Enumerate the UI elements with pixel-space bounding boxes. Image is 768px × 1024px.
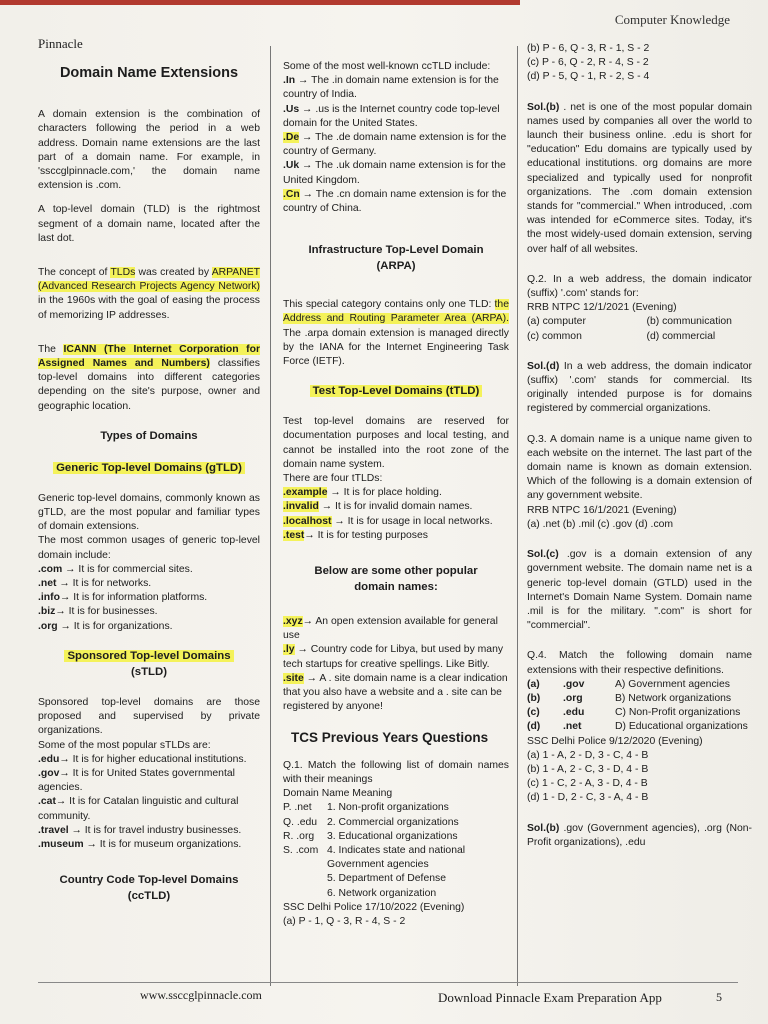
table-cell: P. .net	[283, 802, 312, 814]
table-cell: Q. .edu	[283, 816, 318, 828]
section-heading: TCS Previous Years Questions	[291, 729, 489, 745]
list-item: .gov→ It is for United States governmental agencies.	[38, 767, 235, 794]
list-item: .museum → It is for museum organizations.	[38, 838, 242, 850]
highlight: ICANN (The Internet Corporation for Assigned Names and Numbers)	[38, 343, 260, 370]
question: Q.1. Match the following list of domain names with their meanings	[283, 759, 509, 785]
footer-url: www.ssccglpinnacle.com	[140, 988, 262, 1002]
cctld-list	[283, 74, 509, 216]
section-heading: Below are some other popular domain names:	[314, 565, 478, 594]
list-item: .Cn → The .cn domain name extension is for the country of China.	[283, 188, 507, 215]
paragraph: The ICANN (The Internet Corporation for Assigned Names and Numbers) classifies top-level domains into different categories depending on the site's purpose, owner and geographic location.	[38, 343, 260, 412]
paragraph: Sponsored top-level domains are those proposed and supervised by private organizations.	[38, 696, 260, 737]
highlight: the Address and Routing Parameter Area (ARPA).	[283, 299, 509, 325]
option: (a) 1 - A, 2 - D, 3 - C, 4 - B	[527, 749, 649, 761]
list-item: .example → It is for place holding.	[283, 487, 442, 499]
paragraph: There are four tTLDs:	[283, 473, 383, 485]
match-header: Domain Name Meaning	[283, 788, 393, 800]
paragraph: This special category contains only one TLD: the Address and Routing Parameter Area (ARPA). The .arpa domain extension is managed directly by the IANA for the Internet Engineering Task Force (IETF).	[283, 299, 509, 368]
section-heading: Sponsored Top-level Domains (sTLD)	[38, 648, 260, 680]
list-item: .In → The .in domain name extension is for the country of India.	[283, 75, 499, 101]
table-cell	[283, 887, 323, 901]
list-item: .ly → Country code for Libya, but used by many tech startups for creative spellings. Like Bitly.	[283, 644, 504, 670]
section-heading: Types of Domains	[100, 429, 198, 442]
section-heading: Infrastructure Top-Level Domain (ARPA)	[308, 244, 484, 273]
option: (b) P - 6, Q - 3, R - 1, S - 2	[527, 43, 650, 54]
highlight: ARPANET (Advanced Research Projects Agency Network)	[38, 267, 260, 293]
question-source: SSC Delhi Police 9/12/2020 (Evening)	[527, 735, 703, 747]
option: (a) P - 1, Q - 3, R - 4, S - 2	[283, 915, 406, 927]
question: Q.2. In a web address, the domain indicator (suffix) '.com' stands for:	[527, 273, 752, 300]
list-item: .cat→ It is for Catalan linguistic and cultural community.	[38, 796, 239, 822]
table-cell: 1. Non-profit organizations	[327, 802, 449, 814]
option-row: (a) computer (b) communication	[527, 316, 732, 328]
list-item: .xyz→ An open extension available for general use	[283, 616, 498, 642]
solution: Sol.(d) In a web address, the domain indicator (suffix) '.com' stands for commercial. Its originally intended purpose is for domains registered by commercial organizations.	[527, 360, 752, 415]
question-source: RRB NTPC 12/1/2021 (Evening)	[527, 302, 677, 314]
option-row: (c) common (d) commercial	[527, 330, 716, 342]
list-item: .com → It is for commercial sites.	[38, 563, 193, 575]
list-item: .Uk → The .uk domain name extension is for the United Kingdom.	[283, 160, 506, 186]
list-item: .biz→ It is for businesses.	[38, 606, 158, 618]
option: (c) 1 - C, 2 - A, 3 - D, 4 - B	[527, 778, 648, 790]
match-table	[283, 801, 509, 900]
list-item: .info→ It is for information platforms.	[38, 592, 208, 604]
footer-divider	[38, 982, 738, 983]
question: Q.3. A domain name is a unique name given to each website on the internet. The last part of the domain name is known as domain extension. Which of the following is a domain extension of any government website.	[527, 433, 752, 502]
brand-name: Pinnacle	[38, 36, 83, 51]
list-item: .De → The .de domain name extension is for the country of Germany.	[283, 132, 507, 158]
paragraph: Test top-level domains are reserved for documentation purposes and local testing, and cannot be installed into the root zone of the domain name system.	[283, 416, 509, 470]
list-item: .org → It is for organizations.	[38, 620, 173, 632]
match-table: (a) .gov A) Government agencies (b) .org B) Network organizations (c) .edu C) Non-Profit organizations (d) .net D) Educational organizations	[527, 678, 748, 733]
other-domains-list	[283, 615, 509, 714]
list-item: .Us → .us is the Internet country code top-level domain for the United States.	[283, 103, 500, 129]
section-heading: Test Top-Level Domains (tTLD)	[283, 383, 509, 399]
section-title: Computer Knowledge	[614, 12, 730, 27]
footer-app-text: Download Pinnacle Exam Preparation App	[438, 990, 662, 1005]
table-cell	[283, 872, 323, 886]
solution: Sol.(b) .gov (Government agencies), .org (Non-Profit organizations), .edu	[527, 822, 752, 848]
top-color-strip	[0, 0, 520, 5]
list-item: .localhost → It is for usage in local networks.	[283, 515, 493, 527]
table-cell: 3. Educational organizations	[327, 830, 458, 842]
section-heading: Country Code Top-level Domains (ccTLD)	[59, 874, 239, 903]
paragraph: A domain extension is the combination of characters following the period in a web address. Domain name extensions are the last part of a domain name. For example, in 'ssccglpinnacle.com,' the domain name extension is .com.	[38, 109, 260, 192]
stld-list	[38, 753, 260, 852]
table-cell: 5. Department of Defense	[327, 873, 446, 885]
ttld-list	[283, 486, 509, 543]
list-item: .edu→ It is for higher educational institutions.	[38, 753, 247, 765]
section-heading: Generic Top-level Domains (gTLD)	[38, 460, 260, 476]
column-1	[38, 60, 260, 920]
list-item: .invalid → It is for invalid domain names.	[283, 501, 473, 513]
page-number: 5	[716, 990, 722, 1004]
paragraph: The most common usages of generic top-level domain include:	[38, 535, 260, 561]
option: (b) 1 - A, 2 - C, 3 - D, 4 - B	[527, 763, 649, 775]
table-cell: 6. Network organization	[327, 887, 437, 899]
paragraph: Some of the most well-known ccTLD include:	[283, 61, 491, 72]
option-row: (a) .net (b) .mil (c) .gov (d) .com	[527, 518, 674, 530]
question-source: SSC Delhi Police 17/10/2022 (Evening)	[283, 901, 465, 913]
list-item: .travel → It is for travel industry businesses.	[38, 824, 242, 836]
column-divider	[517, 46, 518, 986]
column-divider	[270, 46, 271, 986]
solution: Sol.(c) .gov is a domain extension of any government website. The domain name net is a generic top-level domain (GTLD) used in the Internet's Domain Name System. Domain name .mil is for the military. ".com" is short for "commercial".	[527, 549, 752, 632]
column-3	[527, 42, 752, 860]
solution: Sol.(b) . net is one of the most popular domain names used by companies all over the world to launch their business online. .edu is short for "education" Edu domains are typically used by educational institutions. org domains are more specialized and typically used for nonprofit organizations. The .com domain extension stands for "commercial." When introduced, .com was intended for eCommerce sites. Today, it's the most widely-used domain extension, serving over half of all websites.	[527, 101, 752, 255]
highlight: TLDs	[110, 267, 136, 279]
table-cell: 2. Commercial organizations	[327, 816, 459, 828]
paragraph: A top-level domain (TLD) is the rightmost segment of a domain name, located after the last dot.	[38, 204, 260, 244]
table-cell: S. .com	[283, 844, 319, 856]
paragraph: Generic top-level domains, commonly known as gTLD, are the most popular and familiar types of domain extensions.	[38, 492, 260, 533]
table-cell: 4. Indicates state and national Government agencies	[327, 844, 466, 871]
list-item: .site → A . site domain name is a clear indication that you also have a website and a . site can be registered by anyone!	[283, 672, 508, 713]
question-source: RRB NTPC 16/1/2021 (Evening)	[527, 504, 677, 516]
option: (c) P - 6, Q - 2, R - 4, S - 2	[527, 57, 649, 69]
paragraph: The concept of TLDs was created by ARPANET (Advanced Research Projects Agency Network) in the 1960s with the goal of easing the process of memorizing IP addresses.	[38, 267, 260, 321]
paragraph: Some of the most popular sTLDs are:	[38, 739, 211, 751]
option: (d) 1 - D, 2 - C, 3 - A, 4 - B	[527, 792, 649, 804]
column-2	[283, 60, 509, 929]
table-cell: R. .org	[283, 830, 315, 842]
gtld-list	[38, 563, 260, 634]
list-item: .net → It is for networks.	[38, 578, 152, 590]
question: Q.4. Match the following domain name extensions with their respective definitions.	[527, 650, 752, 676]
option: (d) P - 5, Q - 1, R - 2, S - 4	[527, 71, 650, 83]
page-title: Domain Name Extensions	[59, 65, 239, 81]
list-item: .test→ It is for testing purposes	[283, 529, 428, 541]
